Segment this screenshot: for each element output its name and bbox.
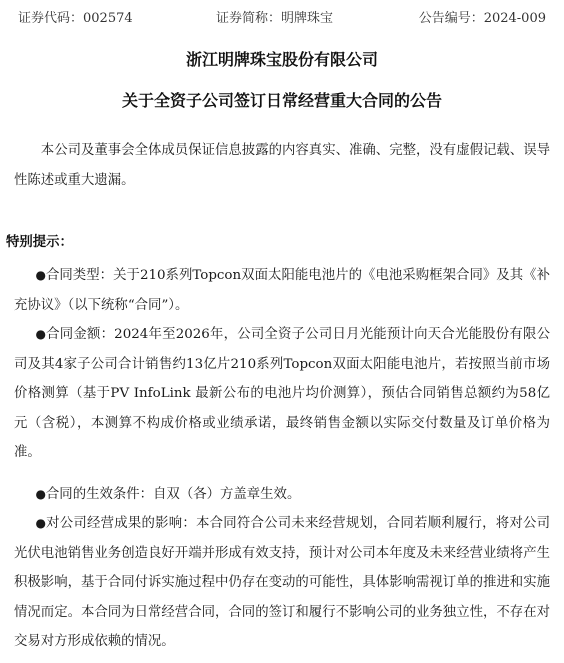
tip-effective-condition [14, 480, 550, 510]
tip-text: 合同类型：关于210系列Topcon双面太阳能电池片的《电池采购框架合同》及其《补充协议》（以下统称“合同”）。 [14, 268, 550, 313]
intro-paragraph: 本公司及董事会全体成员保证信息披露的内容真实、准确、完整，没有虚假记载、误导性陈述或重大遗漏。 [14, 143, 550, 188]
bullet-icon: ● [35, 268, 46, 282]
security-code: 证券代码：002574 [18, 11, 133, 26]
tip-contract-amount [14, 320, 550, 468]
document-title: 关于全资子公司签订日常经营重大合同的公告 [121, 91, 442, 110]
notice-number: 公告编号：2024-009 [418, 11, 546, 26]
tip-text: 合同的生效条件：自双（各）方盖章生效。 [45, 487, 301, 502]
tip-business-impact [14, 509, 550, 657]
document-header [18, 9, 546, 29]
bullet-icon: ● [35, 327, 47, 341]
tip-text: 对公司经营成果的影响：本合同符合公司未来经营规划，合同若顺利履行，将对公司光伏电池销售业务创造良好开端并形成有效支持，预计对公司本年度及未来经营业绩将产生积极影响，基于合同付诉实施过程中仍存在变动的可能性，具体影响需视订单的推进和实施情况而定。本合同为日常经营合同，合同的签订和履行不影响公司的业务独立性，不存在对交易对方形成依赖的情况。 [14, 516, 550, 649]
bullet-icon: ● [35, 516, 47, 530]
bullet-icon: ● [35, 487, 46, 501]
special-tips-heading: 特别提示： [6, 234, 73, 250]
tip-text: 合同金额：2024年至2026年，公司全资子公司日月光能预计向天合光能股份有限公司及其4家子公司合计销售约13亿片210系列Topcon双面太阳能电池片，若按照当前市场价格测算（基于PV InfoLink 最新公布的电池片均价测算），预估合同销售总额约为58亿元（含税），本测算不构成价格或业绩承诺，最终销售金额以实际交付数量及订单价格为准。 [14, 327, 550, 460]
company-name: 浙江明牌珠宝股份有限公司 [185, 50, 378, 69]
security-abbreviation: 证券简称：明牌珠宝 [216, 11, 334, 26]
tip-contract-type [14, 261, 550, 320]
